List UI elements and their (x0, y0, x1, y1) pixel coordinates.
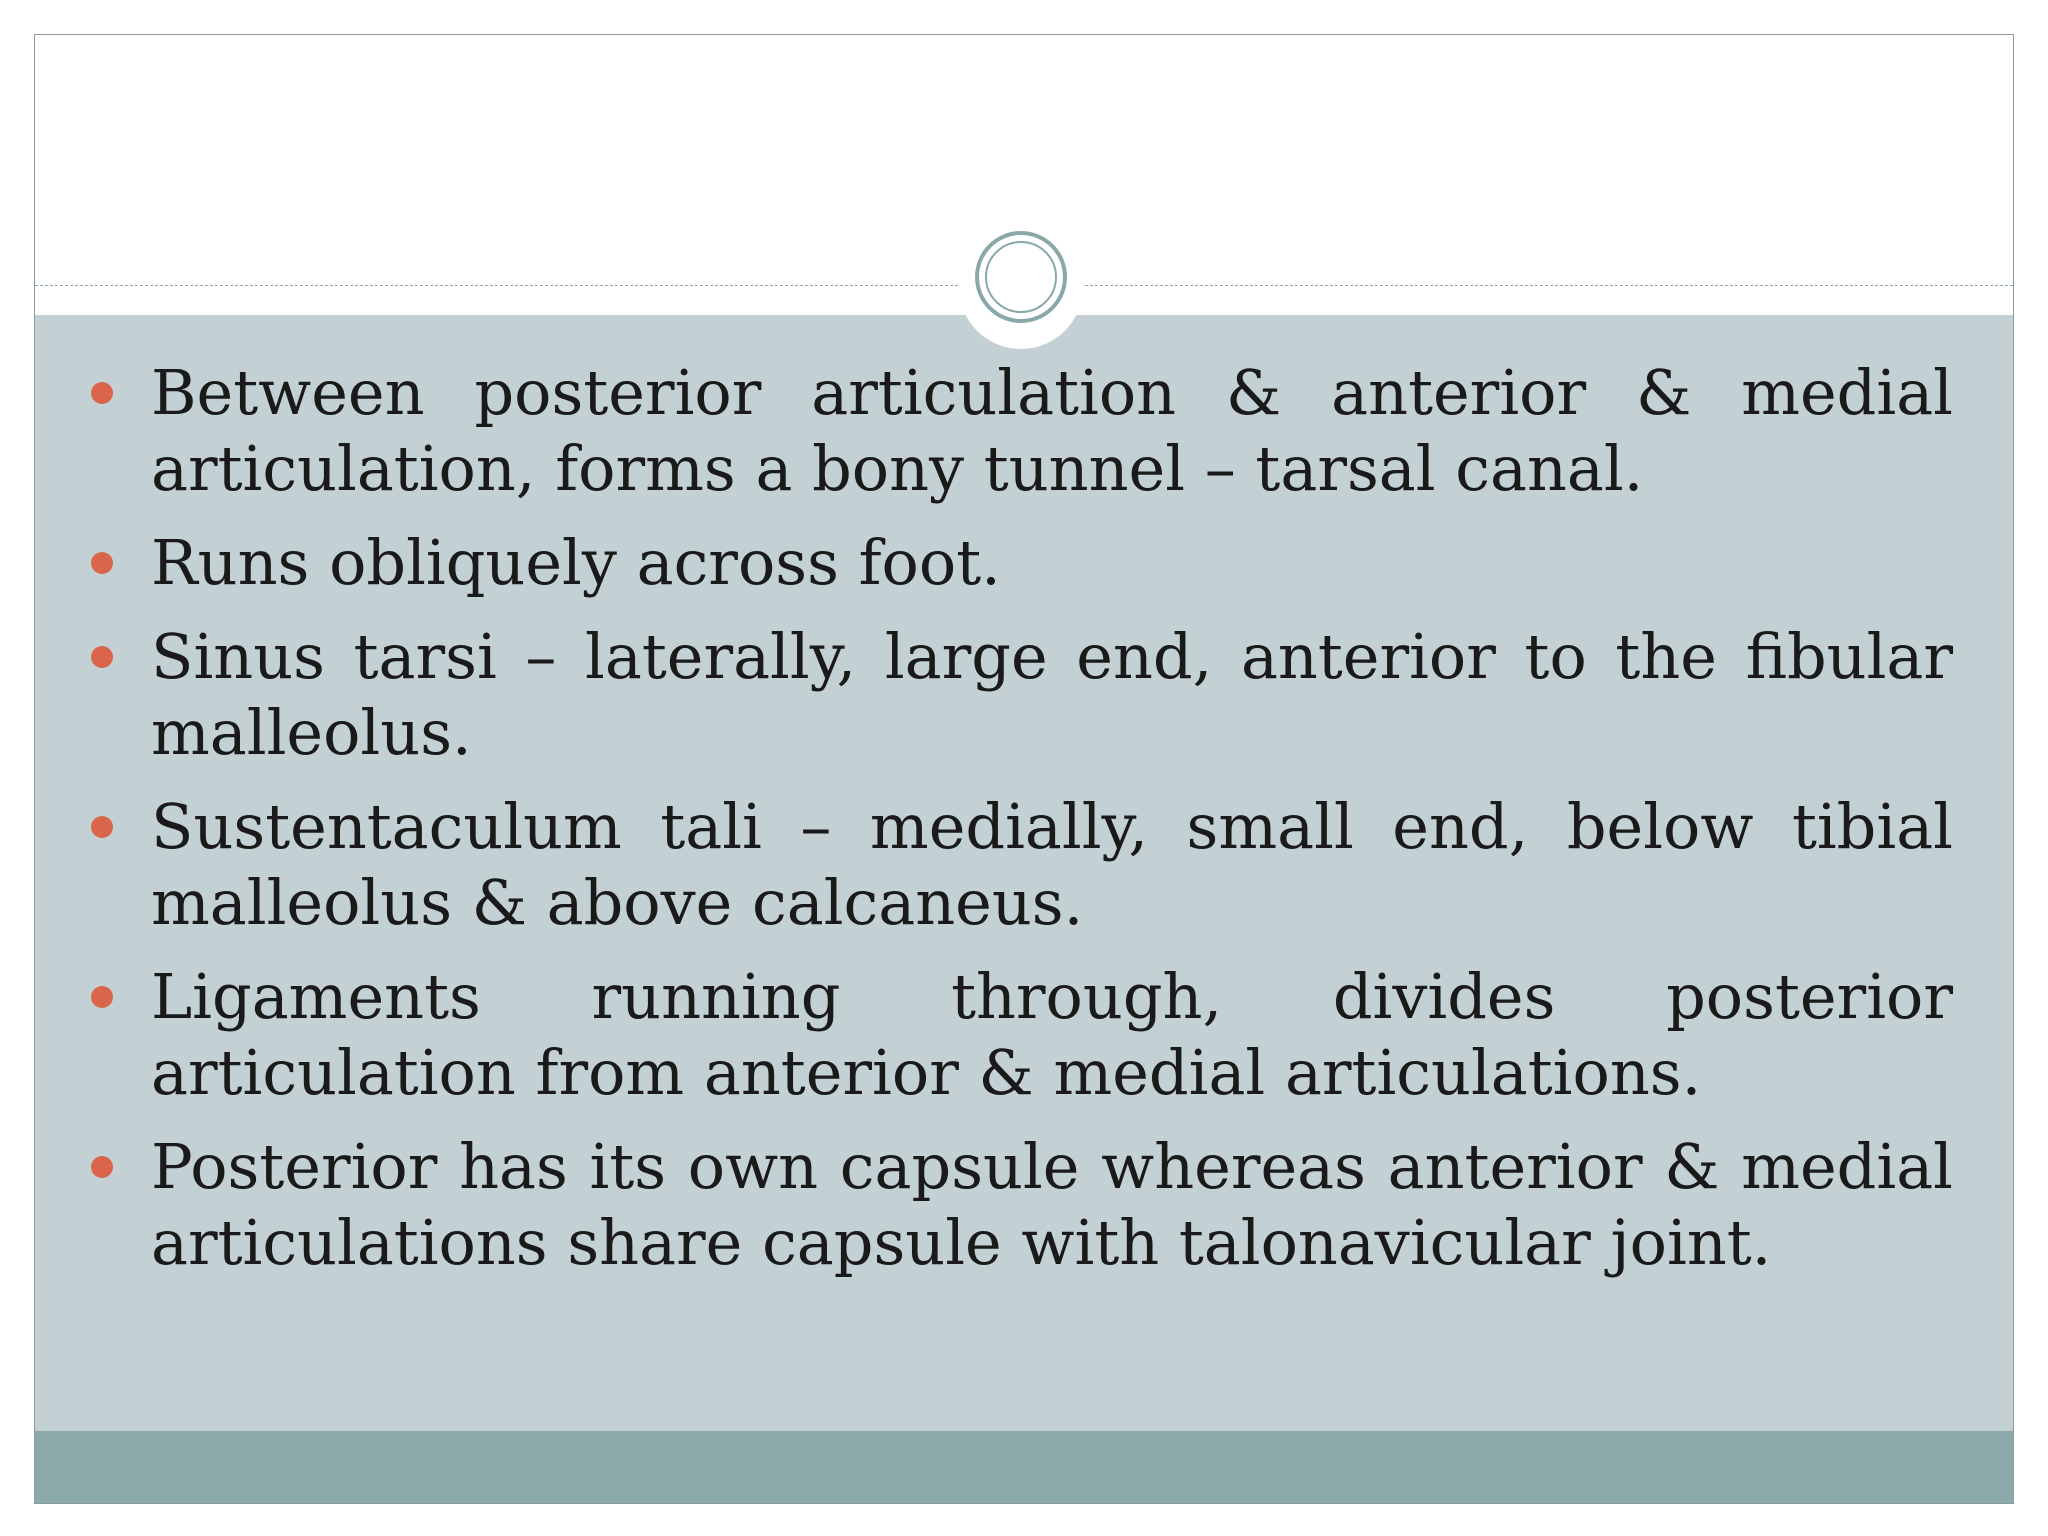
bullet-text: Sinus tarsi – laterally, large end, anterior to the fibular malleolus. (151, 620, 1953, 769)
bullet-dot-icon (91, 1156, 113, 1178)
bullet-item-1 (151, 355, 1953, 507)
bullet-item-6 (151, 1129, 1953, 1281)
bullet-dot-icon (91, 382, 113, 404)
bullet-dot-icon (91, 986, 113, 1008)
bullet-text: Runs obliquely across foot. (151, 526, 1001, 599)
bullet-item-5 (151, 959, 1953, 1111)
bullet-item-4 (151, 789, 1953, 941)
bullet-text: Sustentaculum tali – medially, small end, below tibial malleolus & above calcaneus. (151, 790, 1953, 939)
bullet-item-2 (151, 525, 1953, 601)
bullet-dot-icon (91, 816, 113, 838)
bullet-dot-icon (91, 646, 113, 668)
bullet-list (35, 355, 2013, 1299)
bullet-text: Ligaments running through, divides posterior articulation from anterior & medial articulations. (151, 960, 1953, 1109)
bullet-text: Posterior has its own capsule whereas anterior & medial articulations share capsule with talonavicular joint. (151, 1130, 1953, 1279)
bullet-text: Between posterior articulation & anterior & medial articulation, forms a bony tunnel – tarsal canal. (151, 356, 1953, 505)
slide (34, 34, 2014, 1504)
bullet-dot-icon (91, 552, 113, 574)
bullet-item-3 (151, 619, 1953, 771)
footer-band (35, 1431, 2013, 1503)
circle-ornament-icon (975, 231, 1067, 323)
circle-ornament-inner (985, 241, 1057, 313)
